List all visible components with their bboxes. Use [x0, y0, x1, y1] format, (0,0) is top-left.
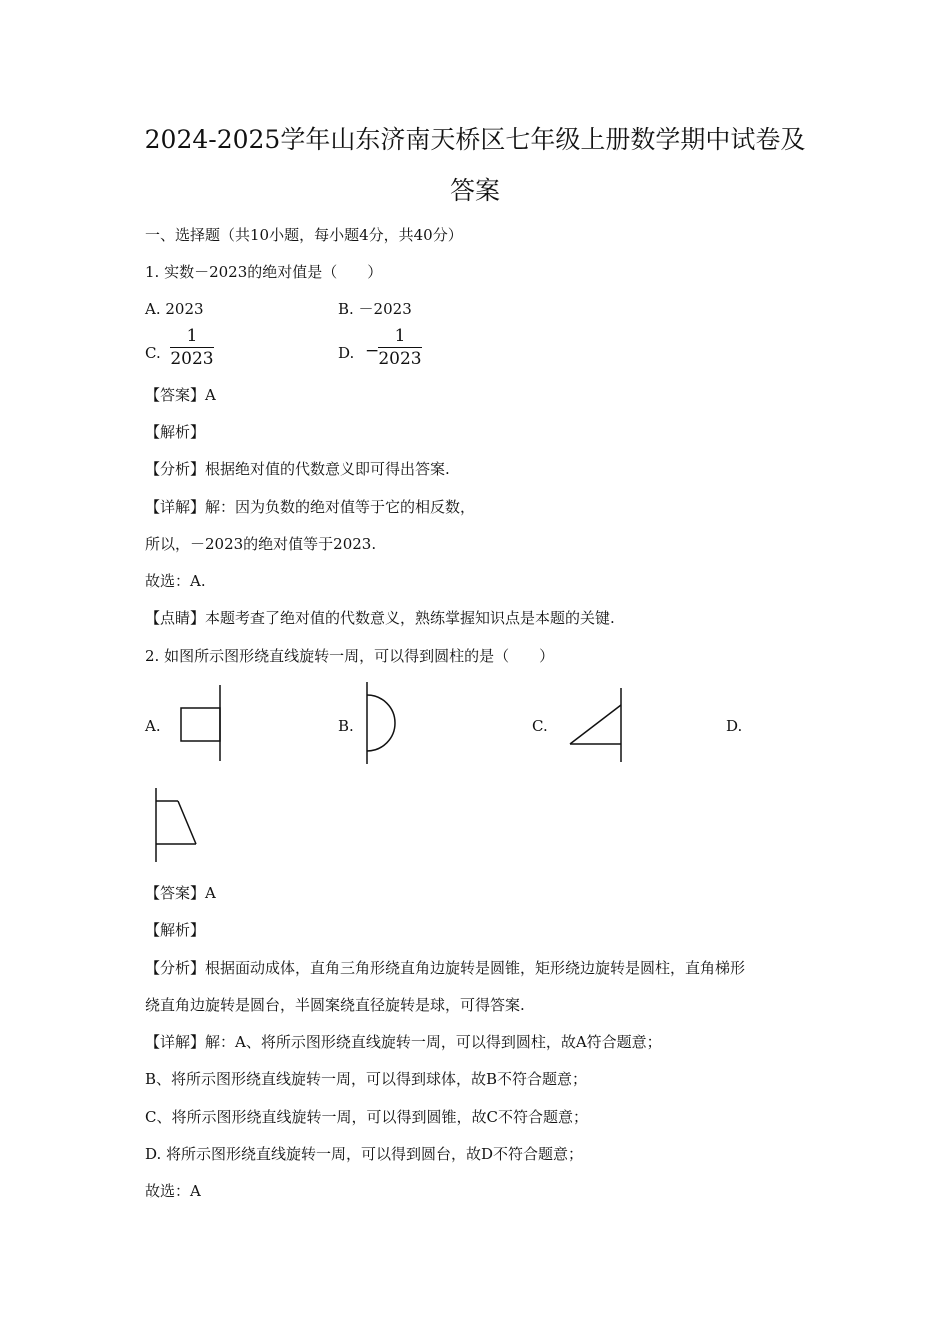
- q2-choice: 故选：A: [145, 1182, 201, 1200]
- q2-answer: 【答案】A: [145, 884, 216, 902]
- q1-analysis: 【分析】根据绝对值的代数意义即可得出答案.: [145, 460, 450, 478]
- q1-comment: 【点睛】本题考查了绝对值的代数意义，熟练掌握知识点是本题的关键.: [145, 609, 615, 627]
- q1-stem: 1. 实数－2023的绝对值是（ ）: [145, 263, 383, 281]
- q1-option-c-fraction: [170, 326, 214, 369]
- q2-detail-d: D. 将所示图形绕直线旋转一周，可以得到圆台，故D不符合题意；: [145, 1145, 584, 1163]
- q1-option-c-numerator: 1: [170, 326, 214, 348]
- q1-option-d-fraction: [378, 326, 422, 369]
- q1-detail: 【详解】解：因为负数的绝对值等于它的相反数，: [145, 498, 476, 516]
- q2-detail-b: B、将所示图形绕直线旋转一周，可以得到球体，故B不符合题意；: [145, 1070, 588, 1088]
- q1-option-d-sign: −: [365, 341, 380, 361]
- q2-stem: 2. 如图所示图形绕直线旋转一周，可以得到圆柱的是（ ）: [145, 647, 555, 665]
- q1-choice: 故选：A.: [145, 572, 206, 590]
- q2-jiexi: 【解析】: [145, 921, 206, 939]
- q2-figure-c-triangle: [565, 686, 630, 764]
- q1-answer: 【答案】A: [145, 386, 216, 404]
- q1-option-d-numerator: 1: [378, 326, 422, 348]
- q2-figure-b-semicircle: [360, 680, 405, 766]
- q2-label-c: C.: [532, 717, 548, 735]
- q2-figure-d-trapezoid: [150, 786, 205, 864]
- q1-jiexi: 【解析】: [145, 423, 206, 441]
- q2-figure-a-rectangle: [175, 683, 230, 763]
- q1-option-a: A. 2023: [145, 300, 204, 318]
- q1-option-c-denominator: 2023: [170, 349, 214, 369]
- q1-option-d-denominator: 2023: [378, 349, 422, 369]
- q2-label-d: D.: [726, 717, 743, 735]
- q2-analysis-line2: 绕直角边旋转是圆台，半圆案绕直径旋转是球，可得答案.: [145, 996, 525, 1014]
- q1-option-b: B. －2023: [338, 300, 412, 318]
- document-title-line1: 2024-2025学年山东济南天桥区七年级上册数学期中试卷及: [144, 125, 806, 154]
- q2-analysis-line1: 【分析】根据面动成体，直角三角形绕直角边旋转是圆锥，矩形绕边旋转是圆柱，直角梯形: [145, 959, 746, 977]
- document-title-line2: 答案: [449, 176, 500, 205]
- section-heading: 一、选择题（共10小题，每小题4分，共40分）: [145, 226, 463, 244]
- q1-option-c-letter: C.: [145, 344, 161, 362]
- q2-label-a: A.: [145, 717, 161, 735]
- q1-option-d-letter: D.: [338, 344, 355, 362]
- q2-detail-a: 【详解】解：A、将所示图形绕直线旋转一周，可以得到圆柱，故A符合题意；: [145, 1033, 662, 1051]
- q2-detail-c: C、将所示图形绕直线旋转一周，可以得到圆锥，故C不符合题意；: [145, 1108, 588, 1126]
- q1-detail-cont: 所以，－2023的绝对值等于2023.: [145, 535, 377, 553]
- q2-label-b: B.: [338, 717, 354, 735]
